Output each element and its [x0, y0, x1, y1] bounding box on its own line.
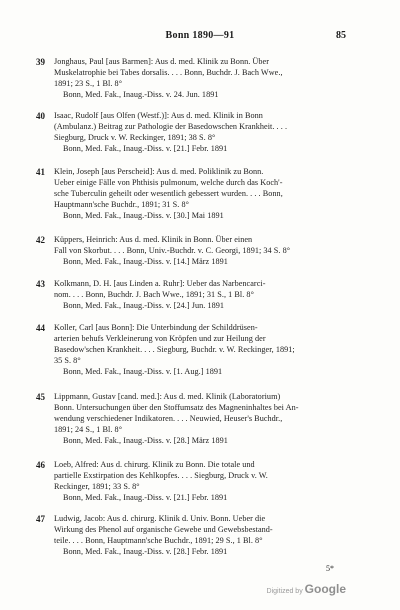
entry-number: 47	[36, 514, 45, 524]
entry-number: 45	[36, 392, 45, 402]
entry-dissertation-line: Bonn, Med. Fak., Inaug.-Diss. v. [1. Aug.] 1891	[63, 367, 223, 376]
entry-line: 1891; 23 S., 1 Bl. 8°	[54, 79, 123, 88]
entry-number: 46	[36, 460, 45, 470]
entry-line: partielle Exstirpation des Kehlkopfes. . . . Siegburg, Druck v. W.	[54, 471, 268, 480]
entry-line: Isaac, Rudolf [aus Olfen (Westf.)]: Aus d. med. Klinik in Bonn	[54, 111, 263, 120]
entry-number: 40	[36, 111, 45, 121]
entry-number: 44	[36, 323, 45, 333]
entry-line: Siegburg, Druck v. W. Reckinger, 1891; 38 S. 8°	[54, 133, 216, 142]
watermark-brand: Google	[304, 582, 346, 596]
entry-line: Muskelatrophie bei Tabes dorsalis. . . . Bonn, Buchdr. J. Bach Wwe.,	[54, 68, 283, 77]
entry-line: Koller, Carl [aus Bonn]: Die Unterbindung der Schilddrüsen-	[54, 323, 258, 332]
entry-dissertation-line: Bonn, Med. Fak., Inaug.-Diss. v. [21.] Febr. 1891	[63, 144, 228, 153]
digitization-watermark	[267, 582, 346, 596]
entry-line: teile. . . . Bonn, Hauptmann'sche Buchdr., 1891; 29 S., 1 Bl. 8°	[54, 536, 263, 545]
entry-number: 43	[36, 279, 45, 289]
entry-dissertation-line: Bonn, Med. Fak., Inaug.-Diss. v. [28.] März 1891	[63, 436, 228, 445]
entry-line: Wirkung des Phenol auf organische Gewebe und Gewebsbestand-	[54, 525, 273, 534]
entry-number: 42	[36, 235, 45, 245]
entry-line: Ueber einige Fälle von Phthisis pulmonum, welche durch das Koch'-	[54, 178, 283, 187]
entry-number: 41	[36, 167, 45, 177]
entry-line: Klein, Joseph [aus Perscheid]: Aus d. med. Poliklinik zu Bonn.	[54, 167, 264, 176]
page-number: 85	[336, 30, 346, 41]
entry-line: nom. . . . Bonn, Buchdr. J. Bach Wwe., 1891; 31 S., 1 Bl. 8°	[54, 290, 254, 299]
entry-line: Reckinger, 1891; 33 S. 8°	[54, 482, 140, 491]
entry-number: 39	[36, 57, 45, 67]
entry-line: Kolkmann, D. H. [aus Linden a. Ruhr]: Ueber das Narbencarci-	[54, 279, 266, 288]
entry-line: wendung verschiedener Indikatoren. . . . Neuwied, Heuser's Buchdr.,	[54, 414, 283, 423]
entry-line: Ludwig, Jacob: Aus d. chirurg. Klinik d. Univ. Bonn. Ueber die	[54, 514, 266, 523]
entry-line: (Ambulanz.) Beitrag zur Pathologie der Basedowschen Krankheit. . . .	[54, 122, 288, 131]
running-header	[0, 30, 400, 44]
signature-mark: 5*	[326, 564, 334, 573]
entry-line: Küppers, Heinrich: Aus d. med. Klinik in Bonn. Über einen	[54, 235, 253, 244]
entry-dissertation-line: Bonn, Med. Fak., Inaug.-Diss. v. [14.] März 1891	[63, 257, 228, 266]
entry-line: arterien behufs Verkleinerung von Kröpfen und zur Heilung der	[54, 334, 266, 343]
entry-line: Loeb, Alfred: Aus d. chirurg. Klinik zu Bonn. Die totale und	[54, 460, 255, 469]
entry-dissertation-line: Bonn, Med. Fak., Inaug.-Diss. v. 24. Jun. 1891	[63, 90, 219, 99]
entry-line: 1891; 24 S., 1 Bl. 8°	[54, 425, 123, 434]
entry-dissertation-line: Bonn, Med. Fak., Inaug.-Diss. v. [24.] Jun. 1891	[63, 301, 225, 310]
entry-line: Lippmann, Gustav [cand. med.]: Aus d. med. Klinik (Laboratorium)	[54, 392, 281, 401]
entry-dissertation-line: Bonn, Med. Fak., Inaug.-Diss. v. [21.] Febr. 1891	[63, 493, 228, 502]
entry-line: Bonn. Untersuchungen über den Stoffumsatz des Magneninhaltes bei An-	[54, 403, 299, 412]
entry-line: Basedow'schen Krankheit. . . . Siegburg, Buchdr. v. W. Reckinger, 1891;	[54, 345, 295, 354]
watermark-prefix: Digitized by	[266, 588, 303, 595]
entry-line: 35 S. 8°	[54, 356, 81, 365]
entry-line: Jonghaus, Paul [aus Barmen]: Aus d. med. Klinik zu Bonn. Über	[54, 57, 269, 66]
header-title: Bonn 1890—91	[165, 30, 235, 41]
entry-line: Hauptmann'sche Buchdr., 1891; 31 S. 8°	[54, 200, 189, 209]
entry-dissertation-line: Bonn, Med. Fak., Inaug.-Diss. v. [28.] Febr. 1891	[63, 547, 228, 556]
entry-dissertation-line: Bonn, Med. Fak., Inaug.-Diss. v. [30.] Mai 1891	[63, 211, 224, 220]
entry-line: sche Tuberculin geheilt oder wesentlich gebessert wurden. . . . Bonn,	[54, 189, 283, 198]
entry-line: Fall von Skorbut. . . . Bonn, Univ.-Buchdr. v. C. Georgi, 1891; 34 S. 8°	[54, 246, 291, 255]
